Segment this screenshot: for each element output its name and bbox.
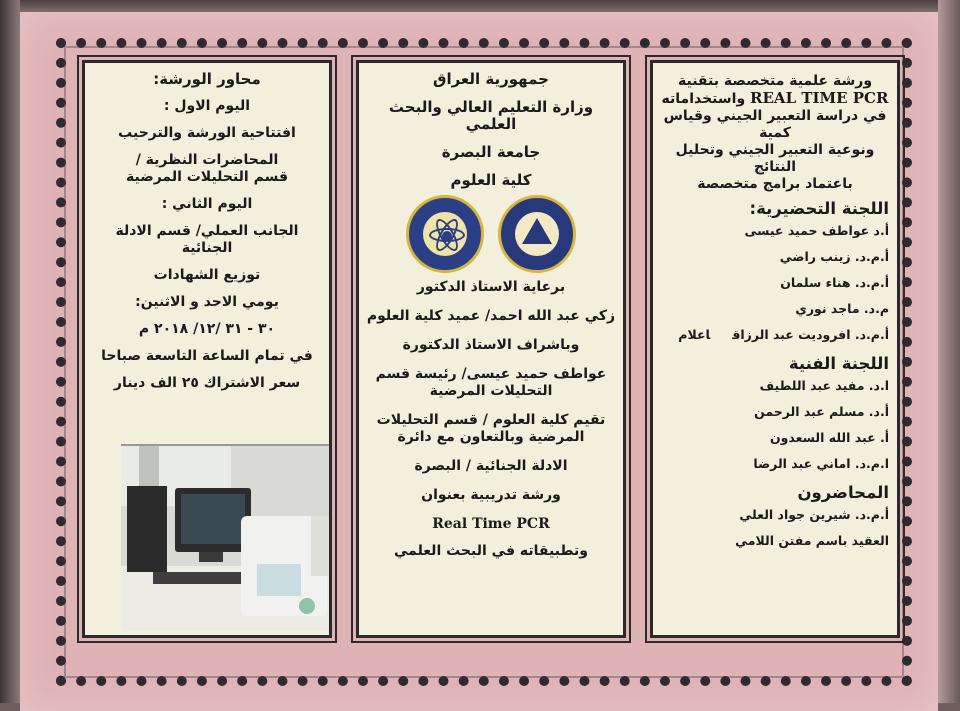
agenda-title: محاور الورشة: — [153, 70, 261, 88]
sponsor-panel — [356, 60, 626, 638]
committee-member: أ.م.د. زينب راضي — [779, 249, 889, 264]
organizer-line: المرضية وبالتعاون مع دائرة — [397, 429, 585, 445]
workshop-label: ورشة تدريبية بعنوان — [421, 487, 561, 503]
agenda-item: المحاضرات النظرية / — [135, 152, 279, 168]
agenda-item: توزيع الشهادات — [153, 267, 261, 283]
agenda-item: الجانب العملي/ قسم الادلة الجنائية — [115, 223, 299, 256]
committee-member: ا.م.د. اماني عبد الرضا — [753, 456, 889, 471]
agenda-item: افتتاحية الورشة والترحيب — [118, 125, 296, 141]
lecturer: أ.م.د. شيرين جواد العلي — [739, 507, 889, 522]
brochure-sheet — [20, 12, 938, 711]
intro-line: ورشة علمية متخصصة بتقنية — [677, 73, 873, 89]
workshop-intro — [653, 63, 897, 193]
dean-name: زكي عبد الله احمد/ عميد كلية العلوم — [366, 308, 616, 324]
intro-line: باعتماد برامج متخصصة — [697, 176, 853, 192]
day-two-heading: اليوم الثاني : — [161, 196, 253, 212]
country-heading: جمهورية العراق — [433, 70, 549, 88]
intro-line: في دراسة التعبير الجيني وقياس كمية — [663, 108, 887, 141]
university-of-basrah-logo — [498, 195, 576, 273]
member-name: أ.م.د. افروديت عبد الرزاق — [732, 327, 889, 342]
supervision-line: وباشراف الاستاذ الدكتورة — [402, 337, 580, 353]
subscription-fee: سعر الاشتراك ٢٥ الف دينار — [113, 375, 301, 391]
agenda-item: قسم التحليلات المرضية — [125, 169, 288, 185]
supervisor-name: عواطف حميد عيسى/ رئيسة قسم — [375, 366, 607, 382]
photo-edge — [0, 0, 20, 711]
event-time: في تمام الساعة التاسعة صباحا — [101, 348, 313, 364]
department-name: التحليلات المرضية — [429, 383, 553, 399]
organizer-line: تقيم كلية العلوم / قسم التحليلات — [376, 412, 606, 428]
committee-member: أ.د. مسلم عبد الرحمن — [754, 404, 889, 419]
event-date: ٣٠ - ٣١ /١٢/ ٢٠١٨ م — [138, 321, 276, 337]
college-heading: كلية العلوم — [450, 171, 532, 189]
agenda-panel — [82, 60, 332, 638]
committee-member: أ.د عواطف حميد عيسى — [744, 223, 889, 238]
committee-member: م.د. ماجد نوري — [795, 301, 889, 316]
committee-member — [653, 322, 897, 348]
organizer-line: الادلة الجنائية / البصرة — [414, 458, 568, 474]
committee-member: أ. عبد الله السعدون — [769, 430, 889, 445]
committees-panel — [650, 60, 900, 638]
university-heading: جامعة البصرة — [441, 143, 541, 161]
member-role: اعلام — [678, 327, 711, 342]
lecturers-title: المحاضرون — [797, 483, 889, 502]
lecturer: العقيد باسم مفتن اللامي — [735, 533, 889, 548]
photo-edge — [938, 0, 960, 711]
workshop-title: Real Time PCR — [432, 516, 550, 532]
day-one-heading: اليوم الاول : — [163, 98, 251, 114]
committee-member: ا.د. مفيد عبد اللطيف — [759, 378, 889, 393]
intro-line — [661, 90, 889, 108]
committee-member: أ.م.د. هناء سلمان — [780, 275, 889, 290]
logos-row — [359, 195, 623, 273]
sponsor-line: برعاية الاستاذ الدكتور — [416, 279, 566, 295]
dates-heading: يومي الاحد و الاثنين: — [135, 294, 279, 310]
college-of-science-logo — [406, 195, 484, 273]
intro-suffix: واستخداماته — [661, 91, 746, 107]
ministry-heading: وزارة التعليم العالي والبحث العلمي — [388, 98, 594, 133]
lab-equipment-photo — [121, 444, 329, 631]
workshop-subtitle: وتطبيقاته في البحث العلمي — [394, 543, 588, 559]
technical-committee-title: اللجنة الفنية — [788, 354, 889, 373]
intro-technique: REAL TIME PCR — [750, 89, 889, 107]
preparatory-committee-title: اللجنة التحضيرية: — [749, 199, 889, 218]
intro-line: ونوعية التعبير الجيني وتحليل النتائج — [675, 142, 875, 175]
